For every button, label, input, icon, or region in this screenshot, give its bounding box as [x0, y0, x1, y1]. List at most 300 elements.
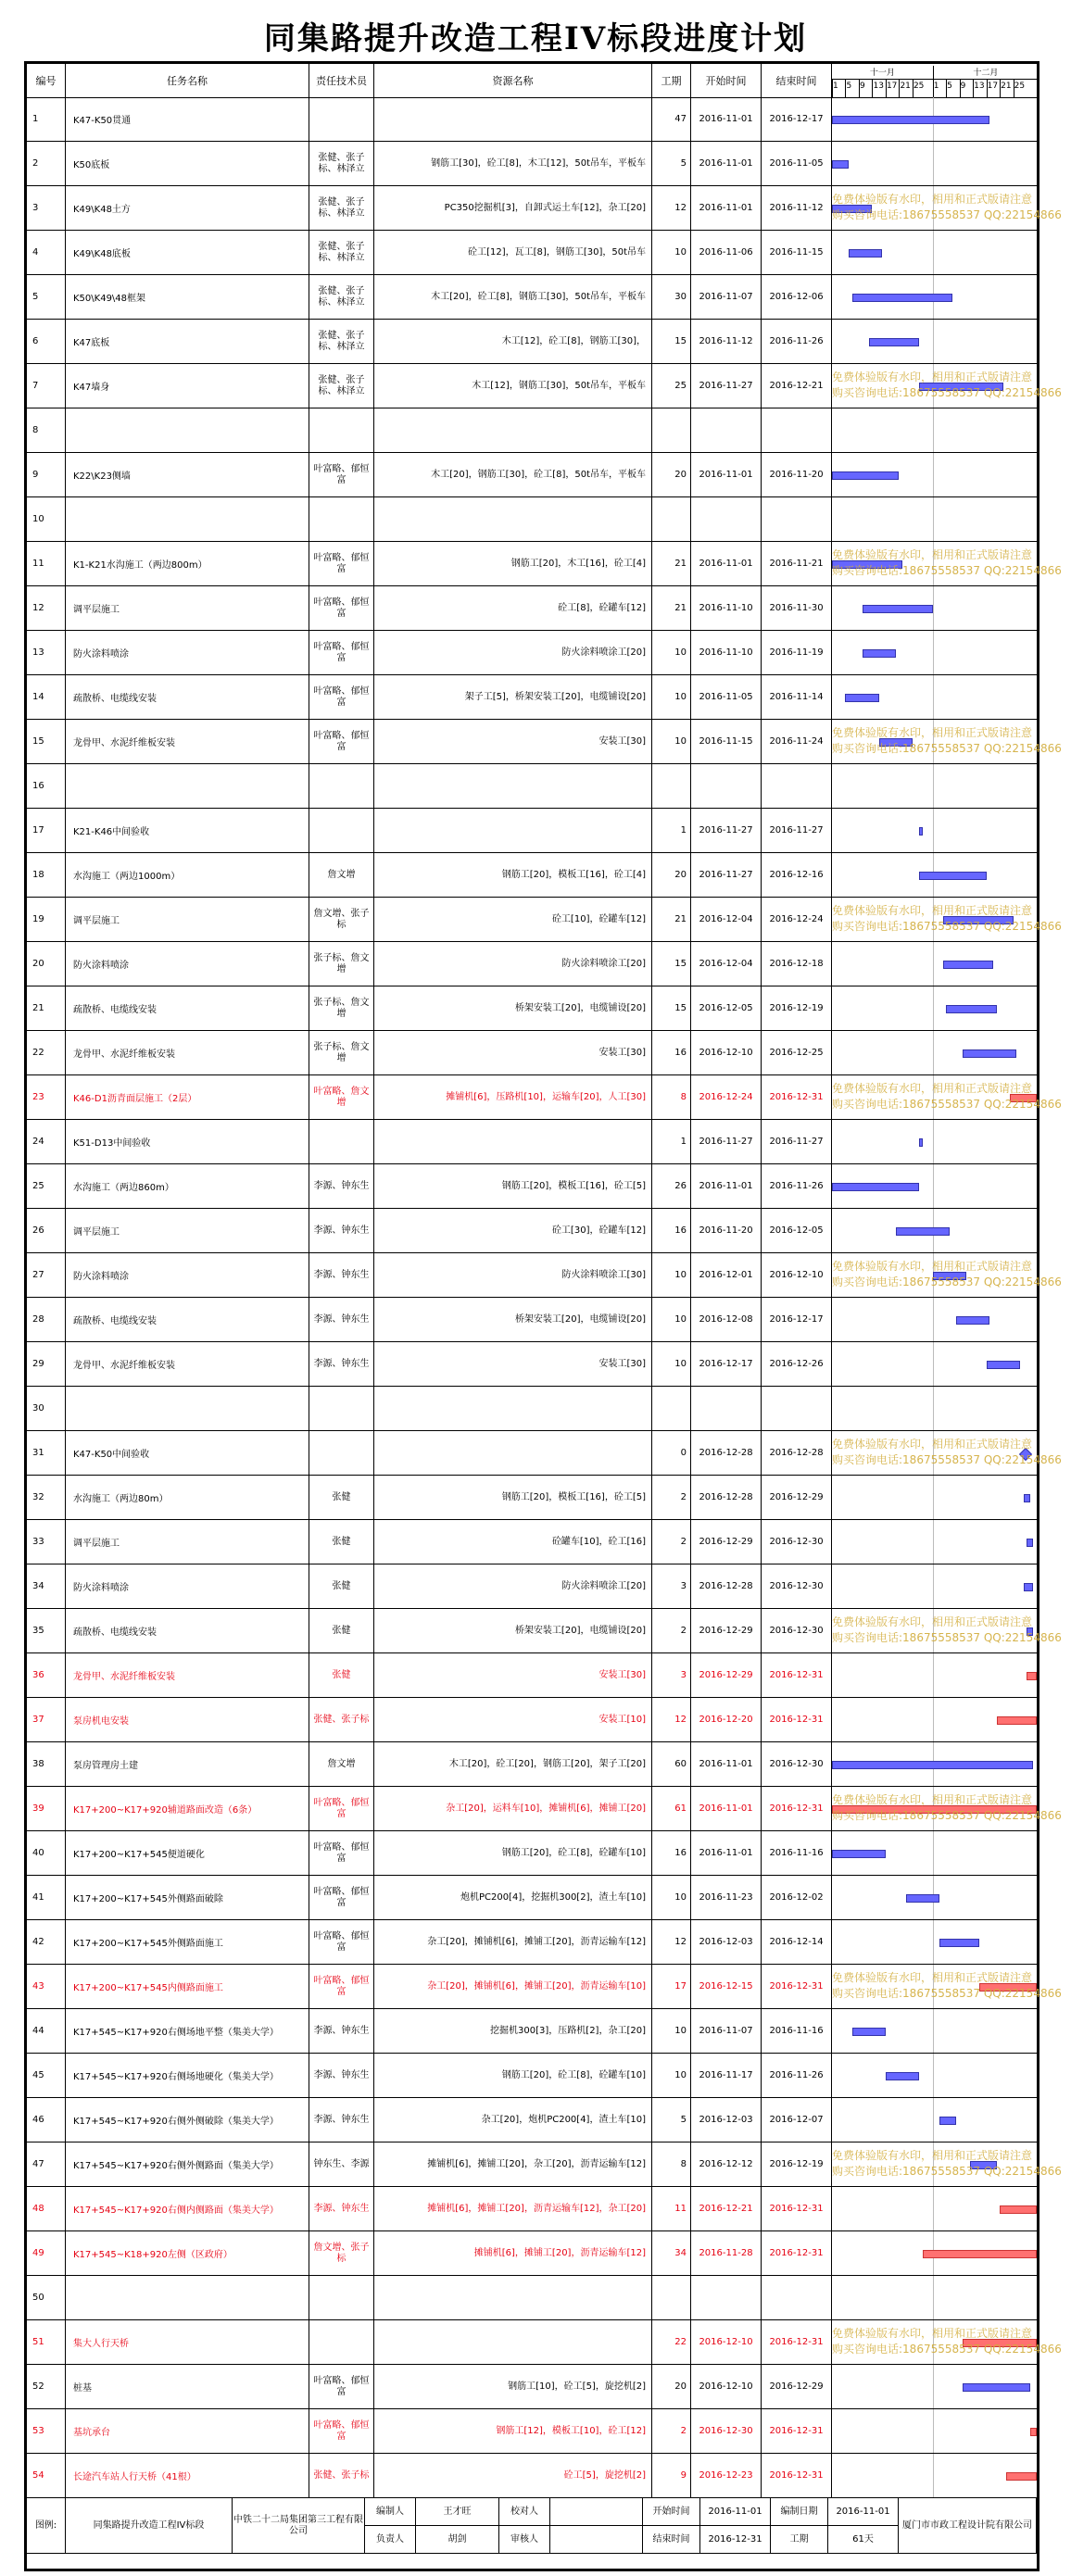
task-end: 2016-12-30 [762, 1520, 832, 1564]
task-start: 2016-11-27 [691, 809, 762, 852]
table-row [27, 1342, 1037, 1387]
task-name: 龙骨甲、水泥纤维板安装 [66, 1031, 309, 1074]
task-end: 2016-12-02 [762, 1876, 832, 1919]
task-name: K17+545~K17+920右侧外侧破除（集美大学） [66, 2098, 309, 2142]
task-start: 2016-12-29 [691, 1520, 762, 1564]
task-name: 龙骨甲、水泥纤维板安装 [66, 1342, 309, 1386]
timeline-tick [913, 80, 914, 97]
timeline-month: 十一月 [832, 66, 933, 80]
task-end: 2016-12-31 [762, 1965, 832, 2008]
task-no: 28 [27, 1298, 66, 1341]
schedule-sheet [24, 61, 1062, 2571]
watermark-line: 购买咨询电话:18675558537 QQ:22154866 [832, 564, 1062, 577]
task-start: 2016-12-21 [691, 2187, 762, 2230]
task-name: K17+545~K17+920右侧场地平整（集美大学） [66, 2009, 309, 2053]
task-no: 37 [27, 1698, 66, 1741]
footer-compiler-label: 编制人 [365, 2498, 416, 2526]
task-end: 2016-12-28 [762, 1431, 832, 1475]
task-tech: 张健、张子标 [309, 2454, 374, 2497]
task-tech: 李源、钟东生 [309, 2098, 374, 2142]
task-resource: 钢筋工[30]，砼工[8]，木工[12]，50t吊车，平板车 [374, 142, 652, 185]
header-resource: 资源名称 [374, 64, 652, 97]
task-end: 2016-12-31 [762, 2409, 832, 2453]
task-resource: 钢筋工[20]，砼工[8]，砼罐车[10] [374, 2054, 652, 2097]
gantt-bar [943, 961, 993, 969]
task-no: 38 [27, 1742, 66, 1786]
task-resource [374, 1120, 652, 1163]
table-row [27, 986, 1037, 1031]
month-divider [933, 809, 934, 852]
footer-checker [550, 2498, 643, 2526]
month-divider [933, 631, 934, 674]
month-divider [933, 1387, 934, 1430]
task-resource: 安装工[30] [374, 1653, 652, 1697]
task-duration: 5 [652, 142, 691, 185]
task-duration: 10 [652, 2054, 691, 2097]
task-start: 2016-12-30 [691, 2409, 762, 2453]
gantt-cell [832, 764, 1037, 808]
gantt-bar [849, 249, 882, 258]
task-name: 桩基 [66, 2365, 309, 2408]
month-divider [933, 142, 934, 185]
task-end: 2016-12-30 [762, 1564, 832, 1608]
task-no: 4 [27, 231, 66, 274]
task-end: 2016-12-31 [762, 2320, 832, 2364]
table-row [27, 2409, 1037, 2454]
gantt-cell [832, 231, 1037, 274]
task-no: 45 [27, 2054, 66, 2097]
task-tech: 张健、张子标、林泽立 [309, 142, 374, 185]
task-start: 2016-11-15 [691, 720, 762, 763]
gantt-cell [832, 986, 1037, 1030]
task-end: 2016-12-10 [762, 1253, 832, 1297]
footer-manager: 胡剑 [416, 2526, 499, 2554]
task-duration: 21 [652, 542, 691, 585]
gantt-bar [832, 160, 849, 169]
task-start: 2016-11-01 [691, 186, 762, 230]
task-resource: 杂工[20]，运料车[10]，摊铺机[6]，摊铺工[20] [374, 1787, 652, 1830]
task-tech: 李源、钟东生 [309, 1298, 374, 1341]
task-duration: 20 [652, 2365, 691, 2408]
task-duration: 10 [652, 231, 691, 274]
table-row [27, 1520, 1037, 1564]
task-name: K17+545~K18+920左侧（区政府） [66, 2231, 309, 2275]
task-end: 2016-12-17 [762, 97, 832, 141]
task-tech: 张健、张子标、林泽立 [309, 186, 374, 230]
task-no: 24 [27, 1120, 66, 1163]
task-resource [374, 764, 652, 808]
table-row [27, 631, 1037, 675]
task-end: 2016-11-16 [762, 1831, 832, 1875]
task-start: 2016-11-01 [691, 1831, 762, 1875]
watermark [832, 1970, 1062, 2002]
task-name: 调平层施工 [66, 898, 309, 941]
watermark-line: 购买咨询电话:18675558537 QQ:22154866 [832, 1098, 1062, 1111]
task-no: 22 [27, 1031, 66, 1074]
task-duration: 10 [652, 631, 691, 674]
gantt-bar [863, 605, 933, 613]
task-start: 2016-12-05 [691, 986, 762, 1030]
task-resource: 砼工[30]，砼罐车[12] [374, 1209, 652, 1252]
task-tech: 叶富略、郁恒富 [309, 1831, 374, 1875]
gantt-bar [1024, 1583, 1034, 1591]
gantt-bar [832, 1850, 886, 1858]
footer-reviewer-label: 审核人 [499, 2526, 550, 2554]
table-row [27, 586, 1037, 631]
task-resource: 防火涂料喷涂工[30] [374, 1253, 652, 1297]
task-no: 2 [27, 142, 66, 185]
task-name: 防火涂料喷涂 [66, 631, 309, 674]
timeline-tick [933, 80, 934, 97]
gantt-cell [832, 453, 1037, 496]
task-name: 长途汽车站人行天桥（41根） [66, 2454, 309, 2497]
task-resource: 木工[20]，钢筋工[30]，砼工[8]，50t吊车，平板车 [374, 453, 652, 496]
task-duration [652, 764, 691, 808]
task-start [691, 497, 762, 541]
task-name: 基坑承台 [66, 2409, 309, 2453]
task-end: 2016-11-30 [762, 586, 832, 630]
task-start [691, 408, 762, 452]
task-end: 2016-12-05 [762, 1209, 832, 1252]
gantt-cell [832, 942, 1037, 986]
gantt-cell [832, 1742, 1037, 1786]
watermark-line: 购买咨询电话:18675558537 QQ:22154866 [832, 1809, 1062, 1822]
gantt-cell [832, 1920, 1037, 1964]
task-end: 2016-12-31 [762, 1787, 832, 1830]
table-header [27, 64, 1037, 98]
watermark-line: 免费体验版有水印，相用和正式版请注意 [832, 371, 1033, 383]
task-start: 2016-11-27 [691, 853, 762, 897]
task-start: 2016-11-01 [691, 1742, 762, 1786]
watermark [832, 1259, 1062, 1290]
task-tech: 张子标、詹文增 [309, 1031, 374, 1074]
task-no: 7 [27, 364, 66, 408]
task-start: 2016-12-10 [691, 1031, 762, 1074]
task-duration: 0 [652, 1431, 691, 1475]
gantt-bar [845, 694, 878, 702]
task-resource: 桥架安装工[20]，电缆铺设[20] [374, 986, 652, 1030]
task-resource: 杂工[20]，摊铺机[6]，摊铺工[20]，沥青运输车[10] [374, 1965, 652, 2008]
task-name [66, 764, 309, 808]
task-start: 2016-11-12 [691, 320, 762, 363]
footer-designer: 厦门市市政工程设计院有限公司 [899, 2498, 1037, 2554]
gantt-cell [832, 2098, 1037, 2142]
gantt-cell [832, 2187, 1037, 2230]
task-tech: 叶富略、郁恒富 [309, 1787, 374, 1830]
task-start: 2016-11-27 [691, 1120, 762, 1163]
task-no: 6 [27, 320, 66, 363]
watermark-line: 免费体验版有水印，相用和正式版请注意 [832, 548, 1033, 561]
gantt-cell [832, 275, 1037, 319]
gantt-bar [919, 872, 986, 880]
task-duration: 10 [652, 1298, 691, 1341]
task-end [762, 408, 832, 452]
gantt-bar [1006, 2472, 1037, 2481]
month-divider [933, 2187, 934, 2230]
task-duration: 2 [652, 1476, 691, 1519]
month-divider [933, 408, 934, 452]
table-row [27, 2365, 1037, 2409]
task-resource: 钢筋工[20]，模板工[16]，砼工[5] [374, 1164, 652, 1208]
task-no: 36 [27, 1653, 66, 1697]
task-name: 水沟施工（两边80m） [66, 1476, 309, 1519]
month-divider [933, 1298, 934, 1341]
timeline-tick [946, 80, 947, 97]
task-end: 2016-12-31 [762, 2187, 832, 2230]
gantt-bar [869, 338, 919, 346]
timeline-day: 21 [1001, 82, 1012, 91]
task-no: 35 [27, 1609, 66, 1652]
task-no: 25 [27, 1164, 66, 1208]
month-divider [933, 675, 934, 719]
gantt-bar [832, 116, 989, 124]
task-no: 8 [27, 408, 66, 452]
task-tech: 钟东生、李源 [309, 2142, 374, 2186]
task-tech: 叶富略、郁恒富 [309, 720, 374, 763]
task-tech: 叶富略、郁恒富 [309, 2365, 374, 2408]
task-name: K22\K23侧墙 [66, 453, 309, 496]
task-resource: 架子工[5]，桥架安装工[20]，电缆铺设[20] [374, 675, 652, 719]
task-duration: 10 [652, 675, 691, 719]
task-no: 32 [27, 1476, 66, 1519]
task-tech: 叶富略、詹文增 [309, 1075, 374, 1119]
watermark [832, 547, 1062, 579]
task-no: 34 [27, 1564, 66, 1608]
table-row [27, 1120, 1037, 1164]
task-name: 调平层施工 [66, 1520, 309, 1564]
task-start: 2016-11-28 [691, 2231, 762, 2275]
task-no: 16 [27, 764, 66, 808]
task-duration: 15 [652, 320, 691, 363]
month-divider [933, 2009, 934, 2053]
task-end: 2016-11-26 [762, 320, 832, 363]
task-start: 2016-12-20 [691, 1698, 762, 1741]
month-divider [933, 986, 934, 1030]
footer-block [27, 2498, 1037, 2554]
table-row [27, 1298, 1037, 1342]
task-name: 疏散桥、电缆线安装 [66, 986, 309, 1030]
task-start: 2016-11-01 [691, 453, 762, 496]
task-tech: 张健、张子标、林泽立 [309, 364, 374, 408]
task-start: 2016-12-28 [691, 1431, 762, 1475]
task-name [66, 408, 309, 452]
table-row [27, 1564, 1037, 1609]
footer-date-label: 编制日期 [771, 2498, 828, 2526]
timeline-tick [899, 80, 900, 97]
timeline-day: 17 [886, 82, 898, 91]
table-row [27, 2009, 1037, 2054]
table-row [27, 1831, 1037, 1876]
table-row [27, 231, 1037, 275]
task-end: 2016-12-21 [762, 364, 832, 408]
task-end [762, 764, 832, 808]
task-end: 2016-11-16 [762, 2009, 832, 2053]
task-no: 47 [27, 2142, 66, 2186]
task-tech: 张健、张子标、林泽立 [309, 275, 374, 319]
gantt-cell [832, 408, 1037, 452]
task-resource: 钢筋工[20]，模板工[16]，砼工[4] [374, 853, 652, 897]
task-tech [309, 1431, 374, 1475]
task-end: 2016-12-31 [762, 2231, 832, 2275]
timeline-tick [973, 80, 974, 97]
month-divider [933, 1831, 934, 1875]
timeline-tick [832, 80, 833, 97]
gantt-cell [832, 142, 1037, 185]
task-resource [374, 2276, 652, 2319]
header-tech: 责任技术员 [309, 64, 374, 97]
task-tech: 李源、钟东生 [309, 1253, 374, 1297]
task-no: 44 [27, 2009, 66, 2053]
month-divider [933, 2276, 934, 2319]
gantt-cell [832, 1209, 1037, 1252]
gantt-bar [923, 2250, 1037, 2258]
task-no: 29 [27, 1342, 66, 1386]
header-start: 开始时间 [691, 64, 762, 97]
month-divider [933, 497, 934, 541]
task-duration: 15 [652, 986, 691, 1030]
table-row [27, 2231, 1037, 2276]
task-end: 2016-12-19 [762, 986, 832, 1030]
task-resource: 砼工[8]，砼罐车[12] [374, 586, 652, 630]
task-name: K47墙身 [66, 364, 309, 408]
task-resource: 砼工[5]，旋挖机[2] [374, 2454, 652, 2497]
gantt-cell [832, 497, 1037, 541]
gantt-cell [832, 2231, 1037, 2275]
month-divider [933, 1031, 934, 1074]
task-name: 疏散桥、电缆线安装 [66, 1298, 309, 1341]
gantt-cell [832, 97, 1037, 141]
footer-checker-label: 校对人 [499, 2498, 550, 2526]
timeline-day: 17 [987, 82, 999, 91]
task-resource: 钢筋工[12]，模板工[10]，砼工[12] [374, 2409, 652, 2453]
task-tech: 叶富略、郁恒富 [309, 453, 374, 496]
gantt-bar [919, 827, 923, 836]
gantt-cell [832, 1387, 1037, 1430]
table-row [27, 853, 1037, 898]
task-start: 2016-11-05 [691, 675, 762, 719]
task-duration: 16 [652, 1209, 691, 1252]
task-tech: 张子标、詹文增 [309, 986, 374, 1030]
table-row [27, 764, 1037, 809]
task-name: 防火涂料喷涂 [66, 1253, 309, 1297]
task-name: 水沟施工（两边1000m） [66, 853, 309, 897]
gantt-cell [832, 2365, 1037, 2408]
task-resource: 安装工[30] [374, 720, 652, 763]
timeline-day: 13 [974, 82, 985, 91]
task-tech: 李源、钟东生 [309, 1342, 374, 1386]
watermark [832, 1792, 1062, 1824]
task-start: 2016-11-01 [691, 1164, 762, 1208]
task-name: K21-K46中间验收 [66, 809, 309, 852]
gantt-cell [832, 2009, 1037, 2053]
gantt-bar [896, 1227, 950, 1236]
task-tech [309, 497, 374, 541]
task-resource: 钢筋工[20]，模板工[16]，砼工[5] [374, 1476, 652, 1519]
task-start: 2016-11-20 [691, 1209, 762, 1252]
gantt-bar [939, 1939, 979, 1947]
task-no: 51 [27, 2320, 66, 2364]
task-name: K17+545~K17+920右侧外侧路面（集美大学） [66, 2142, 309, 2186]
task-end: 2016-11-05 [762, 142, 832, 185]
table-row [27, 1876, 1037, 1920]
task-duration: 1 [652, 1120, 691, 1163]
gantt-cell [832, 320, 1037, 363]
gantt-bar [1024, 1494, 1030, 1502]
task-name: K17+200~K17+920辅道路面改造（6条） [66, 1787, 309, 1830]
task-duration: 1 [652, 809, 691, 852]
task-tech: 李源、钟东生 [309, 2009, 374, 2053]
task-tech: 叶富略、郁恒富 [309, 586, 374, 630]
gantt-cell [832, 2409, 1037, 2453]
gantt-cell [832, 1120, 1037, 1163]
task-no: 49 [27, 2231, 66, 2275]
timeline-day: 9 [960, 82, 966, 91]
task-no: 43 [27, 1965, 66, 2008]
task-start: 2016-12-29 [691, 1653, 762, 1697]
task-tech: 叶富略、郁恒富 [309, 2409, 374, 2453]
gantt-bar [886, 2072, 919, 2080]
task-name: 防火涂料喷涂 [66, 942, 309, 986]
task-resource: 防火涂料喷涂工[20] [374, 631, 652, 674]
task-end: 2016-11-27 [762, 1120, 832, 1163]
task-name: K47底板 [66, 320, 309, 363]
task-start: 2016-12-12 [691, 2142, 762, 2186]
task-name: 泵房机电安装 [66, 1698, 309, 1741]
task-start: 2016-12-28 [691, 1564, 762, 1608]
gantt-cell [832, 2054, 1037, 2097]
watermark [832, 370, 1062, 401]
task-name: 调平层施工 [66, 586, 309, 630]
watermark-line: 购买咨询电话:18675558537 QQ:22154866 [832, 1987, 1062, 2000]
task-end: 2016-11-12 [762, 186, 832, 230]
task-tech: 叶富略、郁恒富 [309, 542, 374, 585]
task-end: 2016-12-26 [762, 1342, 832, 1386]
task-name [66, 497, 309, 541]
task-end: 2016-12-07 [762, 2098, 832, 2142]
month-divider [933, 2098, 934, 2142]
timeline-day: 25 [1014, 82, 1026, 91]
task-start: 2016-12-10 [691, 2320, 762, 2364]
watermark-line: 购买咨询电话:18675558537 QQ:22154866 [832, 208, 1062, 221]
task-duration: 9 [652, 2454, 691, 2497]
task-no: 30 [27, 1387, 66, 1430]
task-start: 2016-11-01 [691, 1787, 762, 1830]
task-start: 2016-12-03 [691, 2098, 762, 2142]
gantt-cell [832, 586, 1037, 630]
task-end: 2016-12-31 [762, 2454, 832, 2497]
timeline-day: 9 [859, 82, 865, 91]
task-resource [374, 97, 652, 141]
gantt-bar [906, 1894, 939, 1903]
table-row [27, 1164, 1037, 1209]
gantt-bar [1030, 2428, 1037, 2436]
watermark-line: 免费体验版有水印，相用和正式版请注意 [832, 1793, 1033, 1806]
task-tech [309, 809, 374, 852]
task-tech: 叶富略、郁恒富 [309, 1965, 374, 2008]
task-resource: 杂工[20]，摊铺机[6]，摊铺工[20]，沥青运输车[12] [374, 1920, 652, 1964]
footer-start: 2016-11-01 [700, 2498, 771, 2526]
timeline-tick [859, 80, 860, 97]
task-no: 33 [27, 1520, 66, 1564]
timeline-day: 5 [947, 82, 952, 91]
table-row [27, 97, 1037, 142]
task-duration: 17 [652, 1965, 691, 2008]
table-row [27, 1742, 1037, 1787]
task-duration: 2 [652, 1520, 691, 1564]
task-duration: 20 [652, 453, 691, 496]
task-end: 2016-12-30 [762, 1609, 832, 1652]
watermark-line: 免费体验版有水印，相用和正式版请注意 [832, 726, 1033, 739]
